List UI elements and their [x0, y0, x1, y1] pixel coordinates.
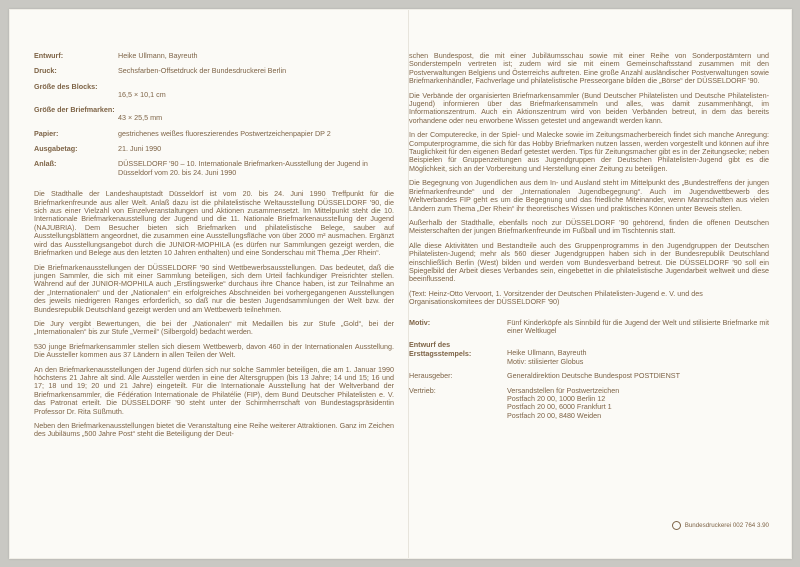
meta-row-herausgeber: Herausgeber: Generaldirektion Deutsche Bundespost POSTDIENST [409, 371, 680, 381]
paragraph-bundespost: schen Bundespost, die mit einer Jubiläumsschau sowie mit einer Reihe von Sonderpostämtern und Sonderstempeln vertreten ist; zudem wird sie mit einem Gemeinschaftsstand zusammen mit den Postverwaltungen Belgiens und Österreichs auftreten. Eine große Anzahl ausländischer Postverwaltungen sowie Briefmarkenhändler, Fachverlage und philatelistische Presseorgane bilden die „Börse“ der DÜSSELDORF '90. [409, 51, 769, 86]
printer-footnote: Bundesdruckerei 002 764 3.90 [672, 521, 769, 530]
meta-row-markengroesse: Größe der Briefmarken: 43 × 25,5 mm [34, 105, 163, 123]
paragraph-autor: (Text: Heinz-Otto Vervoort, 1. Vorsitzender der Deutschen Philatelisten-Jugend e. V. und des Organisationskomitees der DÜSSELDORF '90) [409, 288, 703, 307]
right-meta-table [409, 319, 769, 421]
meta-row-ausgabetag: Ausgabetag: 21. Juni 1990 [34, 144, 162, 154]
paragraph-wettbewerb: Die Briefmarkenausstellungen der DÜSSELDORF '90 sind Wettbewerbsausstellungen. Das bedeutet, daß die jungen Sammler, die sich mit einer Sammlung beteiligen, sich dem Urteil fachkundiger Preisrichter stellen. Während auf der JUNIOR-MOPHILA auch „Erstlingswerke“ durchaus ihre Chance haben, ist zur Teilnahme an der „Internationalen“ und der „Nationalen“ ein erfolgreiches Abschneiden bei vorhergegangenen Ausstellungen des jeweils niedrigeren Ranges erforderlich, so daß nur die besten Jugendsammlungen der Welt bzw. der Bundesrepublik Deutschland gezeigt werden und am Wettbewerb teilnehmen. [34, 262, 394, 314]
meta-row-blockgroesse: Größe des Blocks: 16,5 × 10,1 cm [34, 81, 166, 99]
paragraph-altersgruppen: An den Briefmarkenausstellungen der Jugend dürfen sich nur solche Sammler beteiligen, die am 1. Januar 1990 höchstens 21 Jahre alt sind. Alle Aussteller werden in eine der Altersgruppen (bis 13 Jahre; 14 und 15; 16 und 17; 18 und 19; 20 und 21 Jahre) eingeteilt. Für die Internationale Ausstellung hat der Weltverband der Briefmarkensammler, die Fédération Internationale de Philatélie (FIP), dem Bund Deutscher Philatelisten e. V. das Patronat erteilt. Die DÜSSELDORF '90 steht unter der Schirmherrschaft von Bundestagspräsidentin Professor Dr. Rita Süßmuth. [34, 364, 394, 416]
bundesdruckerei-logo-icon [672, 521, 681, 530]
paragraph-meisterschaften: Außerhalb der Stadthalle, ebenfalls noch zur DÜSSELDORF '90 gehörend, finden die offenen Deutschen Meisterschaften der jungen Briefmarkenfreunde im Fußball und im Tischtennis statt. [409, 217, 769, 236]
meta-row-anlass: Anlaß: DÜSSELDORF '90 – 10. Internationale Briefmarken-Ausstellung der Jugend in Düsseldorf vom 20. bis 24. Juni 1990 [34, 159, 368, 177]
meta-row-vertrieb: Vertrieb: Versandstellen für Postwertzeichen Postfach 20 00, 1000 Berlin 12 Postfach 20 00, 6000 Frankfurt 1 Postfach 20 00, 8480 Weiden [409, 385, 620, 420]
paragraph-jury: Die Jury vergibt Bewertungen, die bei der „Nationalen“ mit Medaillen bis zur Stufe „Gold“, bei der „Internationalen“ bis zur Stufe „Vermeil“ (Silbergold) bedacht werden. [34, 318, 394, 337]
paragraph-intro: Die Stadthalle der Landeshauptstadt Düsseldorf ist vom 20. bis 24. Juni 1990 Treffpunkt für die Briefmarkenfreunde aus aller Welt. Anlaß dazu ist die philatelistische Weltausstellung DÜSSELDORF '90, die sich aus einer Vielzahl von Einzelveranstaltungen und Aktionen zusammensetzt. Im Mittelpunkt steht die 10. Internationale Briefmarkenausstellung der Jugend und die 11. Nationale Briefmarkenausstellung der Jugend (NAJUBRIA). Dem Besucher bieten sich Briefmarken und philatelistische Belege, sauber auf Ausstellungsblättern angeordnet, die zusammen eine Ausstellungsfläche von über 2000 m² ausmachen. Ergänzt wird das Ausstellungsangebot durch die JUNIOR-MOPHILA (es dürfen nur Sammlungen gezeigt werden, die Briefmarken und Belege aus den letzten 10 Jahren enthalten) und eine Sonderschau mit Thema „Der Rhein“. [34, 189, 394, 258]
meta-row-entwurf: Entwurf: Heike Ullmann, Bayreuth [34, 51, 198, 60]
meta-row-motiv: Motiv: Fünf Kinderköpfe als Sinnbild für die Jugend der Welt und stilisierte Briefmarke mit einer Weltkugel [409, 317, 769, 335]
paragraph-computerecke: In der Computerecke, in der Spiel- und Malecke sowie im Zeitungsmacherbereich findet sich manche Anregung: Computerprogramme, die sich für das Hobby Briefmarken nutzen lassen, werden vorgestellt und können auf ihre Tauglichkeit für den eigenen Bedarf getestet werden. Tips für Zeitungsmacher gibt es in der Zeitungsecke; neben Beispielen für Gruppenzeitungen aus Jugendgruppen der Deutschen Philatelisten-Jugend gibt es die Möglichkeit, sich an der Vorbereitung und Herstellung einer Zeitung zu beteiligen. [409, 130, 769, 173]
paragraph-aussteller: 530 junge Briefmarkensammler stellen sich diesem Wettbewerb, davon 460 in der Internationalen Ausstellung. Die Aussteller kommen aus 37 Ländern in allen Teilen der Welt. [34, 341, 394, 360]
paragraph-aktivitaeten: Alle diese Aktivitäten und Bestandteile auch des Gruppenprogramms in den Jugendgruppen der Deutschen Philatelisten-Jugend; mehr als 560 dieser Jugendgruppen haben sich in der Bundesrepublik Deutschland einschließlich Berlin (West) bilden und werden vom Bundesverband betreut. Die DÜSSELDORF '90 soll ein Spiegelbild der Arbeit dieses Verbandes sein, eingebettet in die philatelistische Jugendarbeit weltweit und diese beeinflussend. [409, 240, 769, 284]
paragraph-begegnung: Die Begegnung von Jugendlichen aus dem In- und Ausland steht im Mittelpunkt des „Bundestreffens der jungen Briefmarkenfreunde“ und der „Internationalen Jugendbegegnung“. Auch im Jugendwettbewerb des Weltverbandes FIP geht es um die Begegnung und das friedliche Miteinander, wenn Mannschaften aus vielen Ländern zum Thema „Der Rhein“ ihr theoretisches Wissen und praktisches Können unter Beweis stellen. [409, 178, 769, 213]
paragraph-verbaende: Die Verbände der organisierten Briefmarkensammler (Bund Deutscher Philatelisten und Deutsche Philatelisten-Jugend) informieren über das Briefmarkensammeln und alles, was damit zusammenhängt, im Informationszentrum. Auch ein Aktionszentrum wird von beiden Verbänden betreut, in dem das bereits vorhandene oder neu erworbene Wissen getestet und angewandt werden kann. [409, 90, 769, 125]
left-meta-table [34, 52, 394, 177]
left-column [34, 52, 394, 445]
meta-row-druck: Druck: Sechsfarben-Offsetdruck der Bundesdruckerei Berlin [34, 66, 287, 76]
paragraph-attraktionen: Neben den Briefmarkenausstellungen bietet die Veranstaltung eine Reihe weiterer Attraktionen. Ganz im Zeichen des Jubiläums „500 Jahre Post“ steht die Beteiligung der Deut- [34, 421, 394, 439]
right-column [409, 52, 769, 426]
meta-row-papier: Papier: gestrichenes weißes fluoreszierendes Postwertzeichenpapier DP 2 [34, 128, 331, 138]
meta-row-stempel: Entwurf des Ersttagsstempels: Heike Ullmann, Bayreuth Motiv: stilisierter Globus [409, 340, 587, 366]
document-sheet [9, 9, 792, 559]
